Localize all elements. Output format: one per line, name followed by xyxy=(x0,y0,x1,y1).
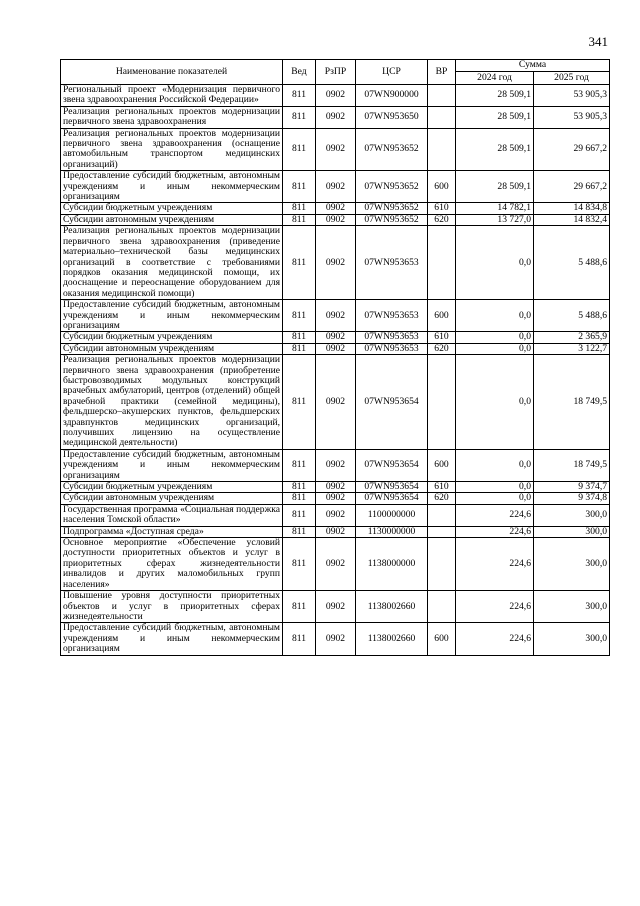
row-name: Региональный проект «Модернизация первичного звена здравоохранения Российской Федерации» xyxy=(61,85,283,107)
row-vr: 610 xyxy=(428,332,456,343)
row-name: Предоставление субсидий бюджетным, автономным учреждениям и иным некоммерческим организациям xyxy=(61,171,283,203)
row-vr: 600 xyxy=(428,623,456,655)
row-ved: 811 xyxy=(283,226,316,300)
row-name: Основное мероприятие «Обеспечение условий доступности приоритетных объектов и услуг в приоритетных сферах жизнедеятельности инвалидов и других маломобильных групп населения» xyxy=(61,538,283,591)
row-ved: 811 xyxy=(283,591,316,623)
row-csr: 07WN953652 xyxy=(356,214,428,225)
row-vr: 620 xyxy=(428,214,456,225)
table-row xyxy=(61,449,610,481)
row-ved: 811 xyxy=(283,504,316,526)
row-sum-2025: 5 488,6 xyxy=(534,300,610,332)
row-name: Субсидии бюджетным учреждениям xyxy=(61,482,283,493)
table-row xyxy=(61,171,610,203)
row-csr: 07WN953650 xyxy=(356,106,428,128)
table-header xyxy=(61,60,610,85)
row-ved: 811 xyxy=(283,171,316,203)
table-row xyxy=(61,504,610,526)
row-csr: 07WN900000 xyxy=(356,85,428,107)
table-row xyxy=(61,300,610,332)
row-name: Субсидии автономным учреждениям xyxy=(61,493,283,504)
row-sum-2025: 300,0 xyxy=(534,526,610,537)
row-sum-2025: 18 749,5 xyxy=(534,449,610,481)
row-sum-2025: 9 374,7 xyxy=(534,482,610,493)
row-sum-2024: 224,6 xyxy=(456,504,534,526)
row-rzpr: 0902 xyxy=(316,504,356,526)
row-sum-2025: 3 122,7 xyxy=(534,343,610,354)
row-csr: 1138000000 xyxy=(356,538,428,591)
row-csr: 07WN953652 xyxy=(356,171,428,203)
row-vr: 600 xyxy=(428,449,456,481)
row-sum-2024: 0,0 xyxy=(456,449,534,481)
row-vr xyxy=(428,591,456,623)
row-sum-2024: 224,6 xyxy=(456,538,534,591)
row-csr: 07WN953652 xyxy=(356,203,428,214)
row-vr xyxy=(428,504,456,526)
row-name: Подпрограмма «Доступная среда» xyxy=(61,526,283,537)
row-rzpr: 0902 xyxy=(316,538,356,591)
row-name: Предоставление субсидий бюджетным, автономным учреждениям и иным некоммерческим организациям xyxy=(61,623,283,655)
row-rzpr: 0902 xyxy=(316,482,356,493)
row-csr: 07WN953654 xyxy=(356,449,428,481)
row-sum-2024: 224,6 xyxy=(456,526,534,537)
row-rzpr: 0902 xyxy=(316,106,356,128)
table-row xyxy=(61,538,610,591)
table-body xyxy=(61,85,610,656)
header-vr: ВР xyxy=(428,60,456,85)
row-rzpr: 0902 xyxy=(316,171,356,203)
row-sum-2024: 13 727,0 xyxy=(456,214,534,225)
row-rzpr: 0902 xyxy=(316,343,356,354)
row-rzpr: 0902 xyxy=(316,300,356,332)
table-row xyxy=(61,214,610,225)
row-ved: 811 xyxy=(283,128,316,171)
row-sum-2024: 0,0 xyxy=(456,300,534,332)
table-row xyxy=(61,623,610,655)
row-name: Субсидии автономным учреждениям xyxy=(61,343,283,354)
row-sum-2024: 28 509,1 xyxy=(456,171,534,203)
row-ved: 811 xyxy=(283,538,316,591)
row-sum-2024: 0,0 xyxy=(456,493,534,504)
table-row xyxy=(61,128,610,171)
table-row xyxy=(61,355,610,450)
row-name: Субсидии бюджетным учреждениям xyxy=(61,332,283,343)
row-sum-2024: 0,0 xyxy=(456,343,534,354)
table-row xyxy=(61,203,610,214)
row-rzpr: 0902 xyxy=(316,449,356,481)
row-ved: 811 xyxy=(283,493,316,504)
row-sum-2024: 28 509,1 xyxy=(456,128,534,171)
row-csr: 07WN953653 xyxy=(356,332,428,343)
row-sum-2025: 14 834,8 xyxy=(534,203,610,214)
row-sum-2024: 0,0 xyxy=(456,226,534,300)
row-vr xyxy=(428,128,456,171)
row-sum-2024: 28 509,1 xyxy=(456,85,534,107)
row-vr xyxy=(428,85,456,107)
row-csr: 1100000000 xyxy=(356,504,428,526)
row-rzpr: 0902 xyxy=(316,591,356,623)
row-sum-2024: 0,0 xyxy=(456,355,534,450)
row-csr: 1138002660 xyxy=(356,591,428,623)
table-row xyxy=(61,591,610,623)
row-vr xyxy=(428,106,456,128)
row-csr: 07WN953654 xyxy=(356,493,428,504)
row-ved: 811 xyxy=(283,355,316,450)
table-row xyxy=(61,106,610,128)
row-name: Повышение уровня доступности приоритетных объектов и услуг в приоритетных сферах жизнедеятельности xyxy=(61,591,283,623)
row-csr: 1138002660 xyxy=(356,623,428,655)
row-name: Предоставление субсидий бюджетным, автономным учреждениям и иным некоммерческим организациям xyxy=(61,449,283,481)
budget-table xyxy=(60,59,610,656)
row-name: Реализация региональных проектов модернизации первичного звена здравоохранения xyxy=(61,106,283,128)
header-year-2025: 2025 год xyxy=(534,72,610,85)
row-csr: 07WN953654 xyxy=(356,355,428,450)
row-csr: 07WN953653 xyxy=(356,300,428,332)
table-row xyxy=(61,482,610,493)
page-number: 341 xyxy=(588,34,608,49)
row-name: Предоставление субсидий бюджетным, автономным учреждениям и иным некоммерческим организациям xyxy=(61,300,283,332)
row-rzpr: 0902 xyxy=(316,623,356,655)
row-sum-2024: 224,6 xyxy=(456,623,534,655)
row-ved: 811 xyxy=(283,332,316,343)
row-name: Реализация региональных проектов модернизации первичного звена здравоохранения (оснащение автомобильным транспортом медицинских организаций) xyxy=(61,128,283,171)
row-name: Реализация региональных проектов модернизации первичного звена здравоохранения (приведение материально–технической базы медицинских организаций в соответствие с требованиями порядков оказания медицинской помощи, их дооснащение и переоснащение оборудованием для оказания медицинской помощи) xyxy=(61,226,283,300)
row-sum-2025: 29 667,2 xyxy=(534,128,610,171)
row-ved: 811 xyxy=(283,623,316,655)
row-rzpr: 0902 xyxy=(316,128,356,171)
row-vr: 610 xyxy=(428,482,456,493)
row-sum-2025: 29 667,2 xyxy=(534,171,610,203)
header-ved: Вед xyxy=(283,60,316,85)
row-ved: 811 xyxy=(283,203,316,214)
row-ved: 811 xyxy=(283,482,316,493)
row-sum-2024: 0,0 xyxy=(456,482,534,493)
row-sum-2025: 5 488,6 xyxy=(534,226,610,300)
row-ved: 811 xyxy=(283,214,316,225)
row-rzpr: 0902 xyxy=(316,355,356,450)
row-sum-2025: 300,0 xyxy=(534,623,610,655)
row-rzpr: 0902 xyxy=(316,226,356,300)
row-vr xyxy=(428,526,456,537)
header-year-2024: 2024 год xyxy=(456,72,534,85)
row-csr: 07WN953654 xyxy=(356,482,428,493)
row-sum-2025: 300,0 xyxy=(534,538,610,591)
row-ved: 811 xyxy=(283,526,316,537)
row-sum-2025: 300,0 xyxy=(534,591,610,623)
row-name: Государственная программа «Социальная поддержка населения Томской области» xyxy=(61,504,283,526)
header-sum: Сумма xyxy=(456,60,610,72)
row-rzpr: 0902 xyxy=(316,332,356,343)
row-sum-2025: 300,0 xyxy=(534,504,610,526)
row-vr: 600 xyxy=(428,171,456,203)
row-vr xyxy=(428,355,456,450)
row-vr: 610 xyxy=(428,203,456,214)
row-rzpr: 0902 xyxy=(316,526,356,537)
row-name: Субсидии бюджетным учреждениям xyxy=(61,203,283,214)
row-rzpr: 0902 xyxy=(316,214,356,225)
row-sum-2025: 9 374,8 xyxy=(534,493,610,504)
row-sum-2025: 53 905,3 xyxy=(534,85,610,107)
table-row xyxy=(61,226,610,300)
row-sum-2025: 2 365,9 xyxy=(534,332,610,343)
row-csr: 07WN953653 xyxy=(356,226,428,300)
row-vr: 620 xyxy=(428,343,456,354)
table-row xyxy=(61,493,610,504)
row-name: Субсидии автономным учреждениям xyxy=(61,214,283,225)
table-row xyxy=(61,332,610,343)
header-name: Наименование показателей xyxy=(61,60,283,85)
row-ved: 811 xyxy=(283,106,316,128)
row-ved: 811 xyxy=(283,300,316,332)
row-vr: 600 xyxy=(428,300,456,332)
row-vr xyxy=(428,226,456,300)
header-rzpr: РзПР xyxy=(316,60,356,85)
row-vr: 620 xyxy=(428,493,456,504)
row-csr: 1130000000 xyxy=(356,526,428,537)
row-ved: 811 xyxy=(283,449,316,481)
row-csr: 07WN953652 xyxy=(356,128,428,171)
table-row xyxy=(61,343,610,354)
row-sum-2024: 14 782,1 xyxy=(456,203,534,214)
table-row xyxy=(61,526,610,537)
table-row xyxy=(61,85,610,107)
row-vr xyxy=(428,538,456,591)
row-ved: 811 xyxy=(283,85,316,107)
row-sum-2025: 18 749,5 xyxy=(534,355,610,450)
row-csr: 07WN953653 xyxy=(356,343,428,354)
row-sum-2024: 224,6 xyxy=(456,591,534,623)
row-sum-2024: 28 509,1 xyxy=(456,106,534,128)
row-name: Реализация региональных проектов модернизации первичного звена здравоохранения (приобретение быстровозводимых модульных конструкций врачебных амбулаторий, центров (отделений) общей врачебной практики (семейной медицины), фельдшерско–акушерских пунктов, фельдшерских здравпунктов медицинских организаций, получивших лицензию на осуществление медицинской деятельности) xyxy=(61,355,283,450)
row-ved: 811 xyxy=(283,343,316,354)
row-sum-2025: 14 832,4 xyxy=(534,214,610,225)
row-rzpr: 0902 xyxy=(316,203,356,214)
row-rzpr: 0902 xyxy=(316,85,356,107)
header-csr: ЦСР xyxy=(356,60,428,85)
row-sum-2025: 53 905,3 xyxy=(534,106,610,128)
row-sum-2024: 0,0 xyxy=(456,332,534,343)
row-rzpr: 0902 xyxy=(316,493,356,504)
